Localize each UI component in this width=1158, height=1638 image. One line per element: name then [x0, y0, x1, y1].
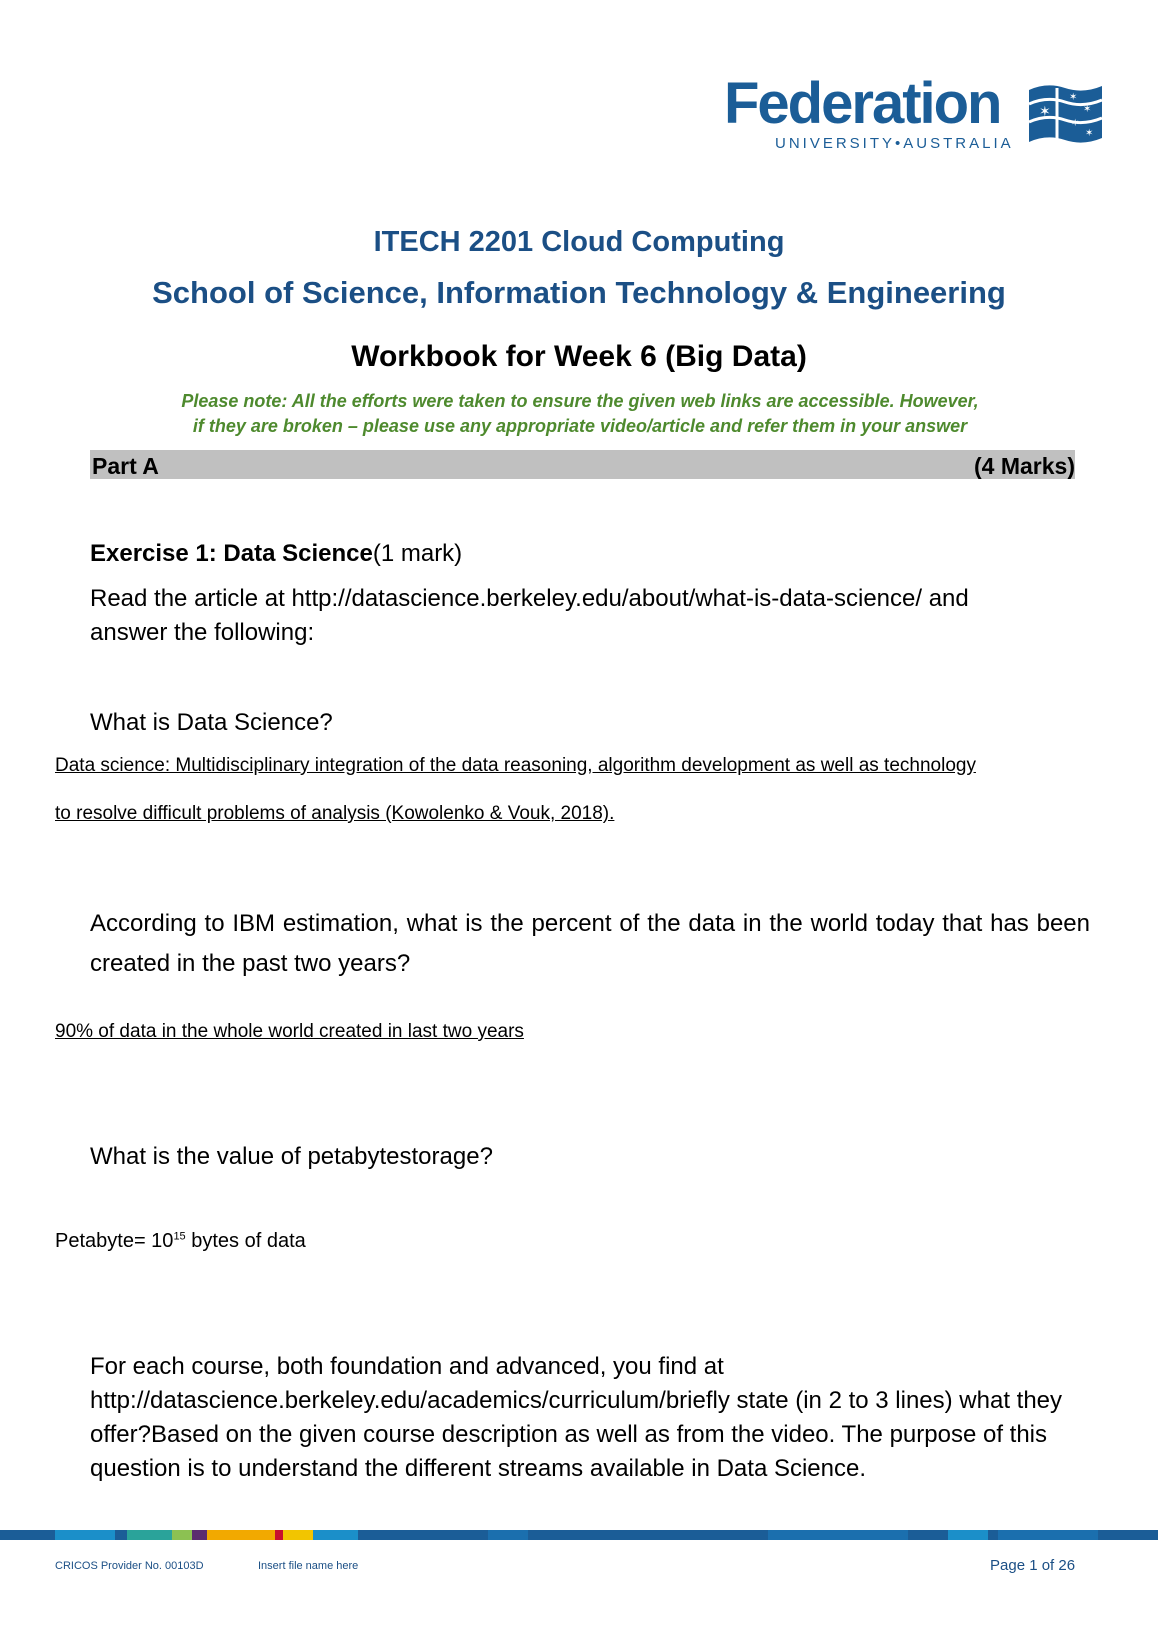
svg-text:✶: ✶ [1083, 104, 1092, 115]
footer-color-stripe [0, 1530, 1158, 1540]
answer-3-suffix: bytes of data [185, 1230, 306, 1252]
part-label: Part A [92, 453, 159, 479]
file-name: Insert file name here [258, 1560, 359, 1572]
logo-subtitle: UNIVERSITY•AUSTRALIA [775, 135, 1014, 152]
answer-2: 90% of data in the whole world created in last two years [55, 1021, 524, 1042]
part-header-bar [90, 450, 1075, 479]
exercise-title [90, 540, 462, 568]
school-title: School of Science, Information Technology & Engineering [152, 275, 1006, 310]
exercise-intro: Read the article at http://datascience.berkeley.edu/about/what-is-data-science/ and answer the following: [90, 585, 969, 646]
question-3: What is the value of petabytestorage? [90, 1143, 493, 1170]
logo-wordmark: Federation [724, 71, 1001, 136]
question-1: What is Data Science? [90, 709, 333, 736]
svg-text:✶: ✶ [1069, 92, 1078, 103]
answer-3 [55, 1230, 306, 1253]
note-line-2: if they are broken – please use any appropriate video/article and refer them in your answer [192, 416, 968, 436]
course-title: ITECH 2201 Cloud Computing [373, 226, 785, 258]
federation-logo [724, 71, 1104, 154]
part-marks: (4 Marks) [974, 453, 1075, 479]
answer-3-exponent: 15 [173, 1230, 186, 1243]
svg-text:✶: ✶ [1039, 104, 1051, 120]
workbook-title: Workbook for Week 6 (Big Data) [351, 340, 807, 373]
answer-1-line-1: Data science: Multidisciplinary integration of the data reasoning, algorithm development as well as technology [55, 755, 976, 776]
question-4: For each course, both foundation and advanced, you find at http://datascience.berkeley.edu/academics/curriculum/briefly state (in 2 to 3 lines) what they offer?Based on the given course description as well as from the video. The purpose of this question is to understand the different streams available in Data Science. [90, 1353, 1063, 1482]
flag-icon [1027, 82, 1104, 146]
svg-text:✶: ✶ [1071, 118, 1080, 129]
svg-text:✶: ✶ [1085, 128, 1094, 139]
question-2: According to IBM estimation, what is the percent of the data in the world today that has been created in the past two years? [90, 910, 1090, 977]
answer-3-prefix: Petabyte= 10 [55, 1230, 174, 1252]
answer-1-line-2: to resolve difficult problems of analysis (Kowolenko & Vouk, 2018). [55, 803, 615, 824]
cricos-number: CRICOS Provider No. 00103D [55, 1560, 204, 1572]
exercise-title-bold: Exercise 1: Data Science [90, 540, 373, 567]
exercise-marks: (1 mark) [372, 540, 463, 567]
note-line-1: Please note: All the efforts were taken to ensure the given web links are accessible. However, [181, 391, 979, 411]
links-note [110, 389, 1050, 439]
page-number: Page 1 of 26 [990, 1557, 1076, 1574]
